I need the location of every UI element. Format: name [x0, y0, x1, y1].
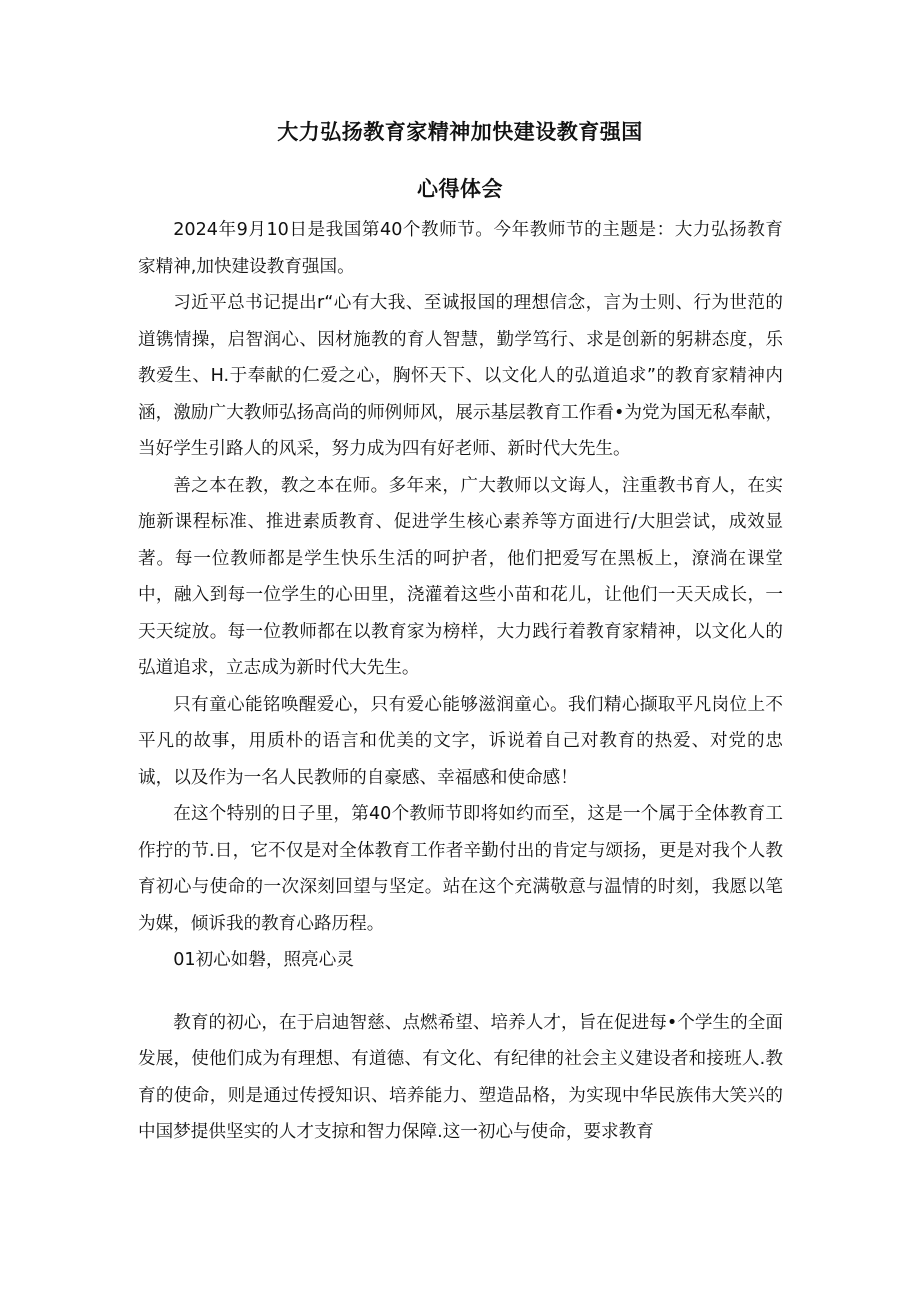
- paragraph: 2024年9月10日是我国第40个教师节。今年教师节的主题是：大力弘扬教育家精神,加快建设教育强国。: [138, 220, 783, 277]
- document-body: [138, 212, 783, 1151]
- document-title: 大力弘扬教育家精神加快建设教育强国: [277, 120, 643, 144]
- paragraph: 习近平总书记提出r“心有大我、至诚报国的理想信念，言为士则、行为世范的道镌情操，启智润心、因材施教的育人智慧，勤学笃行、求是创新的躬耕态度，乐教爱生、H.于奉献的仁爱之心，胸怀天下、以文化人的弘道追求”的教育家精神内涵，激励广大教师弘扬高尚的师例师风，展示基层教育工作看•为党为国无私奉献，当好学生引路人的风采，努力成为四有好老师、新时代大先生。: [138, 293, 783, 459]
- paragraph: 善之本在教，教之本在师。多年来，广大教师以文诲人，注重教书育人，在实施新课程标准、推进素质教育、促进学生核心素养等方面进行/大胆尝试，成效显著。每一位教师都是学生快乐生活的呵护者，他们把爱写在黑板上，潦淌在课堂中，融入到每一位学生的心田里，浇灌着这些小苗和花儿，让他们一天天成长，一天天绽放。每一位教师都在以教育家为榜样，大力践行着教育家精神，以文化人的弘道追求，立志成为新时代大先生。: [138, 475, 783, 678]
- paragraph: 教育的初心，在于启迪智慈、点燃希望、培养人才，旨在促进每•个学生的全面发展，使他们成为有理想、有道德、有文化、有纪律的社会主义建设者和接班人.教育的使命，则是通过传授知识、培养能力、塑造品格，为实现中华民族伟大笑兴的中国梦提供坚实的人才支掠和智力保障.这一初心与使命，要求教育: [138, 1012, 783, 1142]
- paragraph: 只有童心能铭唤醒爱心，只有爱心能够滋润童心。我们精心撷取平凡岗位上不平凡的故事，用质朴的语言和优美的文字，诉说着自己对教育的热爱、对党的忠诚，以及作为一名人民教师的自豪感、幸福感和使命感！: [138, 694, 783, 788]
- section-heading: 01初心如磐，照亮心灵: [173, 950, 354, 970]
- paragraph: 在这个特别的日子里，第40个教师节即将如约而至，这是一个属于全体教育工作拧的节.日，它不仅是对全体教育工作者辛勤付出的肯定与颂扬，更是对我个人教育初心与使命的一次深刻回望与坚定。站在这个充满敬意与温情的时刻，我愿以笔为媒，倾诉我的教育心路历程。: [138, 804, 783, 934]
- document-subtitle: 心得体会: [417, 177, 503, 201]
